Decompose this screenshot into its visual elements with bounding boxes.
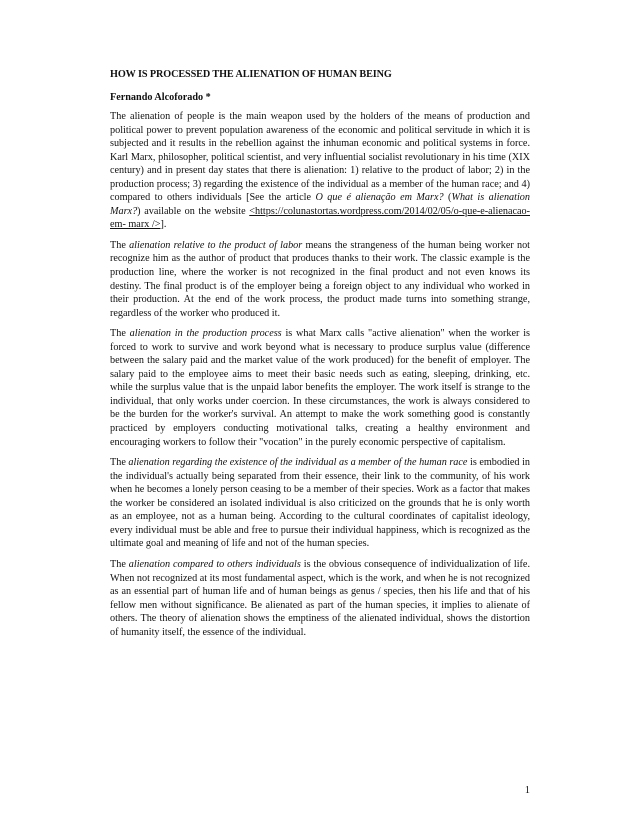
paragraph-intro [110,110,530,232]
paragraph-lead: The [110,328,130,340]
article-link[interactable]: <https://colunastortas.wordpress.com/2014/02/05/o-que-e-alienacao-em- marx /> [110,205,530,231]
paragraph-product-of-labor [110,239,530,320]
intro-end: ]. [160,219,167,231]
paragraph-human-race [110,456,530,551]
paragraph-body: means the strangeness of the human being worker not recognize him as the author of product that produces thanks to their work. The classic example is the production line, where the worker is not recognized in the final product and not even knows its destiny. The final product is of the employer being a foreign object to any individual who worked in their production. At the end of the work process, the product made turns into something strange, regardless of the worker who produced it. [110,239,530,319]
intro-text: The alienation of people is the main weapon used by the holders of the means of production and political power to prevent population awareness of the economic and political servitude in which it is subjected and it results in the rebellion against the inhuman economic and political systems in force. Karl Marx, philosopher, political scientist, and very influential socialist revolutionary in his time (XIX century) and in present day states that there is alienation: 1) relative to the product of labor; 2) in the production process; 3) regarding the existence of the individual as a member of the human race; and 4) compared to others individuals [See the article [110,111,530,204]
intro-mid-open: ( [443,192,452,204]
paragraph-others-individuals [110,558,530,639]
article-title: O que é alienação em Marx? [315,192,444,204]
intro-mid-close: ) available on the website [137,205,250,217]
paragraph-emphasis: alienation relative to the product of labor [129,239,303,251]
page-number: 1 [524,785,530,796]
article-translation: What is alienation Marx? [110,192,530,217]
paragraph-emphasis: alienation compared to others individuals [128,558,301,570]
paragraph-production-process [110,327,530,449]
author-name: Fernando Alcoforado * [110,92,211,103]
paragraph-emphasis: alienation regarding the existence of the individual as a member of the human race [128,457,468,469]
paragraph-lead: The [110,558,129,570]
paragraph-body: is embodied in the individual's actually being separated from their essence, their link to the community, of his work when he becomes a lonely person ceasing to be a member of their species. Work as a factor that makes the worker be considered an isolated individual is also criticized on the grounds that he is only worth as an employee, not as a human being. According to the cultural coordinates of capitalist ideology, every individual must be able and free to pursue their individual happiness, which is recognized as the ultimate goal and meaning of life and not of the human species. [110,457,530,550]
paragraph-lead: The [110,239,130,251]
paragraph-lead: The [110,457,129,469]
document-title: HOW IS PROCESSED THE ALIENATION OF HUMAN BEING [110,69,392,80]
paragraph-body: is the obvious consequence of individualization of life. When not recognized at its most fundamental aspect, which is the work, and when he is not recognized as an essential part of human life and of human beings as genus / species, then his life and that of his fellow men without significance. Be alienated as part of the human species, it implies to alienate of others. The theory of alienation shows the emptiness of the alienated individual, shows the distortion of humanity itself, the essence of the individual. [110,558,530,638]
paragraph-body: is what Marx calls "active alienation" when the worker is forced to work to survive and work beyond what is necessary to produce surplus value (difference between the salary paid and the market value of the work produced) for the benefit of employer. The salary paid to the employee aims to meet their basic needs such as eating, sleeping, drinking, etc. while the surplus value that is the unpaid labor benefits the employer. The work itself is strange to the individual, that only works under coercion. In these circumstances, the work is always considered to be the burden for the worker's survival. An attempt to make the work something good is constantly practiced by employers conducting motivational talks, creating a healthy environment and encouraging workers to follow their "vocation" in the purely economic perspective of capitalism. [110,328,530,448]
paragraph-emphasis: alienation in the production process [129,328,282,340]
